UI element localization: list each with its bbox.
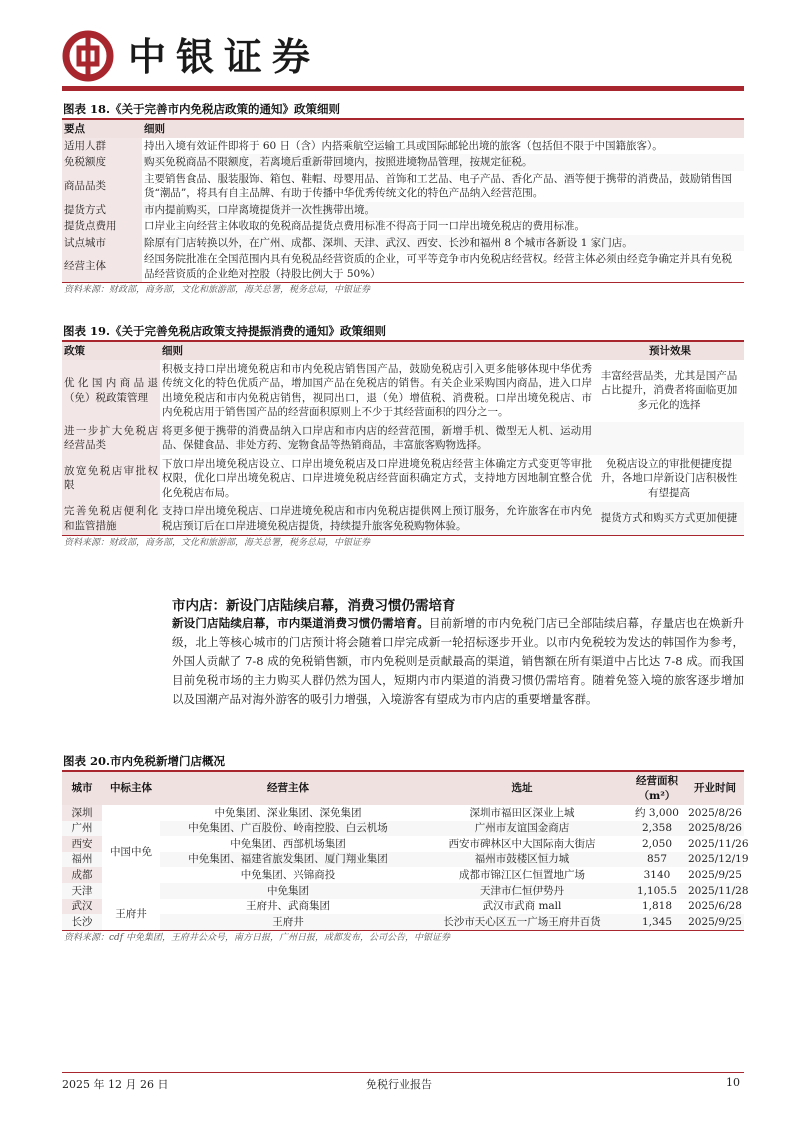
paragraph-lead: 新设门店陆续启幕，市内渠道消费习惯仍需培育。 xyxy=(172,616,429,630)
table-row xyxy=(62,867,744,883)
column-header: 政策 xyxy=(64,345,85,357)
footer-divider xyxy=(62,1072,744,1073)
row-operator: 中免集团 xyxy=(160,883,416,899)
footer-date: 2025 年 12 月 26 日 xyxy=(62,1078,169,1091)
row-value: 主要销售食品、服装服饰、箱包、鞋帽、母婴用品、首饰和工艺品、电子产品、香化产品、酒等便于携带的消费品，鼓励销售国货“潮品”，将具有自主品牌、有助于传播中华优秀传统文化的特色产品纳入经营范围。 xyxy=(144,172,732,199)
row-operator: 中免集团、西部机场集团 xyxy=(230,837,346,850)
column-header: 细则 xyxy=(162,345,183,357)
figure-20 xyxy=(62,752,749,945)
table-row xyxy=(62,821,744,837)
row-city: 福州 xyxy=(62,852,102,868)
row-value: 口岸业主向经营主体收取的免税商品提货点费用标准不得高于同一口岸出境免税店的费用标准。 xyxy=(144,220,585,232)
table-row xyxy=(62,455,744,503)
row-key: 提货方式 xyxy=(62,202,142,219)
row-detail: 支持口岸出境免税店、口岸进境免税店和市内免税店提供网上预订服务，允许旅客在市内免税店预订后在口岸进境免税店提货，持续提升旅客免税购物体验。 xyxy=(160,502,594,535)
row-policy: 进一步扩大免税店经营品类 xyxy=(62,422,160,455)
row-operator: 中免集团、深业集团、深免集团 xyxy=(214,806,362,819)
row-effect: 丰富经营品类，尤其是国产品占比提升，消费者将面临更加多元化的选择 xyxy=(600,369,738,411)
table-row xyxy=(62,202,744,219)
row-site: 长沙市天心区五一广场王府井百货 xyxy=(416,914,628,930)
table-row xyxy=(62,171,744,202)
column-header: 经营主体 xyxy=(160,772,416,805)
row-value: 持出入境有效证件即将于 60 日（含）内搭乘航空运输工具或国际邮轮出境的旅客（包括但不限于中国籍旅客）。 xyxy=(144,139,663,152)
row-site: 天津市仁恒伊势丹 xyxy=(416,883,628,899)
section-heading: 市内店：新设门店陆续启幕，消费习惯仍需培育 xyxy=(172,598,456,614)
figure-18-source: 资料来源：财政部，商务部，文化和旅游部，海关总署，税务总局，中银证券 xyxy=(64,285,371,295)
row-area: 857 xyxy=(628,852,686,868)
row-value: 经国务院批准在全国范围内具有免税品经营资质的企业，可平等竞争市内免税店经营权。经营主体必须由经竞争确定并具有免税品经营资质的企业绝对控股（持股比例大于 50%） xyxy=(144,253,732,280)
row-open-date: 2025/6/28 xyxy=(688,900,742,913)
row-effect: 免税店设立的审批便捷度提升，各地口岸新设门店积极性有望提高 xyxy=(600,457,738,499)
row-operator: 中免集团、福建省旅发集团、厦门翔业集团 xyxy=(160,852,416,868)
row-site: 成都市锦江区仁恒置地广场 xyxy=(459,868,585,881)
table-row xyxy=(62,138,744,155)
column-header: 要点 xyxy=(64,123,85,135)
figure-19-title: 图表 19.《关于完善免税店政策支持提振消费的通知》政策细则 xyxy=(63,324,387,338)
row-policy: 放宽免税店审批权限 xyxy=(62,455,160,503)
row-open-date: 2025/11/28 xyxy=(686,883,744,899)
row-effect: 提货方式和购买方式更加便捷 xyxy=(594,502,744,535)
row-site: 福州市鼓楼区恒力城 xyxy=(416,852,628,868)
column-header: 城市 xyxy=(62,772,102,805)
row-value: 购买免税商品不限额度，若离境后重新带回境内，按照进境物品管理，按规定征税。 xyxy=(142,154,744,171)
figure-20-source: 资料来源：cdf 中免集团，王府井公众号，南方日报，广州日报，成都发布，公司公告，中银证券 xyxy=(64,932,450,943)
figure-18-table xyxy=(62,120,744,282)
table-row xyxy=(62,914,744,930)
row-site: 广州市友谊国金商店 xyxy=(416,821,628,837)
row-city: 西安 xyxy=(62,836,102,852)
table-row xyxy=(62,422,744,455)
table-header-row xyxy=(62,120,744,138)
row-value: 市内提前购买，口岸离境提货并一次性携带出境。 xyxy=(142,202,744,219)
row-site: 西安市碑林区中大国际南大街店 xyxy=(448,837,596,850)
row-operator: 王府井、武商集团 xyxy=(246,900,330,913)
row-open-date: 2025/9/25 xyxy=(686,914,744,930)
figure-19 xyxy=(62,322,744,550)
table-header-row xyxy=(62,772,744,805)
column-header: 中标主体 xyxy=(102,772,160,805)
footer-page-number: 10 xyxy=(726,1076,740,1089)
row-open-date: 2025/8/26 xyxy=(686,821,744,837)
figure-19-source: 资料来源：财政部，商务部，文化和旅游部，海关总署，税务总局，中银证券 xyxy=(64,538,371,548)
row-city: 武汉 xyxy=(62,899,102,915)
row-city: 成都 xyxy=(62,867,102,883)
table-row xyxy=(62,883,744,899)
row-city: 深圳 xyxy=(62,805,102,821)
row-open-date: 2025/11/26 xyxy=(688,837,749,850)
table-row xyxy=(62,899,744,915)
table-row xyxy=(62,235,744,252)
row-key: 商品品类 xyxy=(62,171,142,202)
row-city: 广州 xyxy=(62,821,102,837)
row-city: 长沙 xyxy=(62,914,102,930)
row-operator: 王府井 xyxy=(160,914,416,930)
row-operator: 中免集团、广百股份、岭南控股、白云机场 xyxy=(160,821,416,837)
header-divider xyxy=(62,86,744,91)
bidder-group: 王府井 xyxy=(102,899,160,930)
brand-name: 中银证券 xyxy=(128,35,321,79)
row-key: 适用人群 xyxy=(62,138,142,155)
row-value: 除原有门店转换以外，在广州、成都、深圳、天津、武汉、西安、长沙和福州 8 个城市各新设 1 家门店。 xyxy=(142,235,744,252)
row-effect xyxy=(594,422,744,455)
column-header: 细则 xyxy=(144,123,165,135)
footer-report-name: 免税行业报告 xyxy=(366,1078,432,1091)
row-area: 1,818 xyxy=(641,900,673,913)
row-key: 试点城市 xyxy=(62,235,142,252)
row-key: 提货点费用 xyxy=(62,218,142,235)
table-row xyxy=(62,218,744,235)
table-row xyxy=(62,360,744,422)
column-header: 选址 xyxy=(416,772,628,805)
row-area: 2,050 xyxy=(641,837,673,850)
column-header: 预计效果 xyxy=(649,345,691,357)
table-row xyxy=(62,805,744,821)
table-row xyxy=(62,836,744,852)
column-header: 开业时间 xyxy=(686,772,744,805)
row-policy: 优化国内商品退（免）税政策管理 xyxy=(62,360,160,422)
table-row xyxy=(62,251,744,282)
row-open-date: 2025/9/25 xyxy=(688,868,742,881)
row-site: 深圳市福田区深业上城 xyxy=(469,806,575,819)
table-header-row xyxy=(62,342,744,360)
row-open-date: 2025/12/19 xyxy=(686,852,744,868)
row-policy: 完善免税店便利化和监管措施 xyxy=(62,502,160,535)
row-open-date: 2025/8/26 xyxy=(688,806,742,819)
row-area: 约 3,000 xyxy=(635,806,679,819)
row-detail: 下放口岸出境免税店设立、口岸出境免税店及口岸进境免税店经营主体确定方式变更等审批权限，优化口岸出境免税店、口岸进境免税店经营面积确定方式，支持地方因地制宜整合优化免税店布局。 xyxy=(162,457,592,499)
bidder-group: 中国中免 xyxy=(102,805,160,899)
figure-18 xyxy=(62,100,744,297)
section-paragraph xyxy=(172,614,744,709)
table-row xyxy=(62,502,744,535)
row-area: 1,345 xyxy=(628,914,686,930)
row-area: 1,105.5 xyxy=(628,883,686,899)
paragraph-body: 目前新增的市内免税门店已全部陆续启幕，存量店也在焕新升级，北上等核心城市的门店预计将会随着口岸完成新一轮招标逐步开业。以市内免税较为发达的韩国作为参考，外国人贡献了 7-8 成的免税销售额，市内免税则是贡献最高的渠道，销售额在所有渠道中占比达 7-8 成。而我国目前免税市场的主力购买人群仍然为国人，短期内市内渠道的消费习惯仍需培育。随着免签入境的旅客逐步增加以及国潮产品对海外游客的吸引力增强，入境游客有望成为市内店的重要增量客群。 xyxy=(172,616,745,706)
column-header: 经营面积（m²） xyxy=(628,772,686,805)
table-row xyxy=(62,154,744,171)
row-key: 经营主体 xyxy=(62,251,142,282)
row-area: 3140 xyxy=(643,868,671,881)
figure-20-table xyxy=(62,772,749,930)
row-site: 武汉市武商 mall xyxy=(482,900,562,913)
row-detail: 积极支持口岸出境免税店和市内免税店销售国产品，鼓励免税店引入更多能够体现中华优秀传统文化的特色优质产品，增加国产品在免税店的销售。有关企业采购国内商品，进入口岸出境免税店和市内免税店销售，视同出口，退（免）增值税、消费税。口岸出境免税店、市内免税店用于销售国产品的经营面积原则上不少于其经营面积的四分之一。 xyxy=(162,362,592,418)
figure-20-title: 图表 20.市内免税新增门店概况 xyxy=(63,754,226,768)
figure-19-table xyxy=(62,342,744,535)
row-key: 免税额度 xyxy=(62,154,142,171)
row-area: 2,358 xyxy=(628,821,686,837)
row-city: 天津 xyxy=(62,883,102,899)
figure-18-title: 图表 18.《关于完善市内免税店政策的通知》政策细则 xyxy=(63,102,341,116)
row-operator: 中免集团、兴锦商投 xyxy=(240,868,336,881)
table-row xyxy=(62,852,744,868)
row-detail: 将更多便于携带的消费品纳入口岸店和市内店的经营范围，新增手机、微型无人机、运动用品、保健食品、非处方药、宠物食品等热销商品，丰富旅客购物选择。 xyxy=(160,422,594,455)
bank-of-china-logo-icon xyxy=(62,30,114,82)
